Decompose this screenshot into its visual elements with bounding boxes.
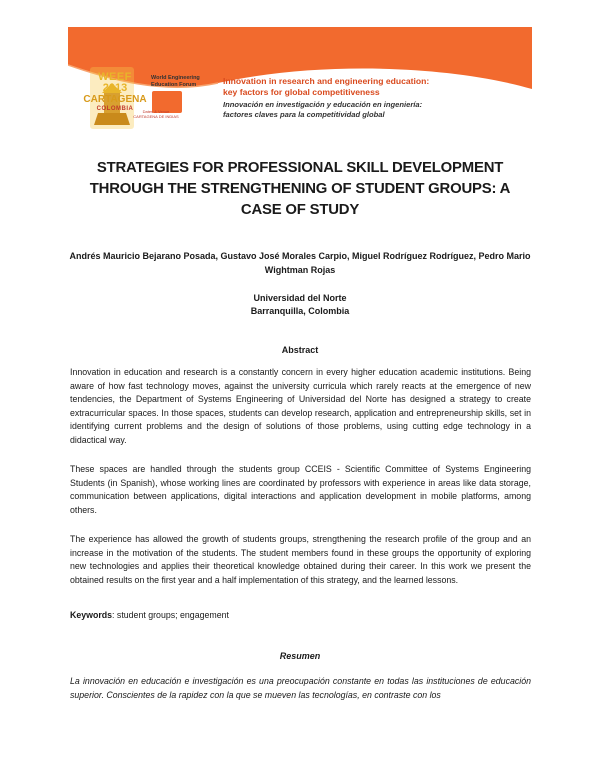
logo-country-text: COLOMBIA [96,106,134,112]
resumen-paragraph-1: La innovación en educación e investigación es una preocupación constante en todas las instituciones de educación superior. Conscientes de la rapidez con la que se mueven las tecnologías, en contraste con los [70,676,531,700]
logo-year-text: 2013 [102,82,128,94]
logo-forum-line1: World Engineering [151,75,200,81]
tagline-es-line2: factores claves para la competitividad global [223,110,385,119]
keywords-value: : student groups; engagement [112,610,229,620]
logo-city-text: CARTAGENA [83,94,147,105]
paper-title: STRATEGIES FOR PROFESSIONAL SKILL DEVELOPMENT THROUGH THE STRENGTHENING OF STUDENT GROUPS: A CASE OF STUDY [89,159,511,218]
tagline-es-line1: Innovación en investigación y educación en ingeniería: [223,100,423,109]
abstract-heading: Abstract [281,345,319,355]
logo-sub-line1: Dates & Venue [142,109,170,114]
tagline-spanish [223,100,483,120]
tagline-en-line1: Innovation in research and engineering education: [223,76,430,86]
abstract-paragraph-2: These spaces are handled through the students group CCEIS - Scientific Committee of Systems Engineering Students (in Spanish), whose working lines are coordinated by professors with experience in areas like data storage, communication between applications, digital interactions and application development in mobile platforms, among others. [70,464,531,515]
tagline-en-line2: key factors for global competitiveness [223,87,380,97]
logo-sub-line2: CARTAGENA DE INDIAS [133,113,179,119]
logo-forum-name [151,75,211,89]
logo-forum-line2: Education Forum [151,81,197,88]
resumen-heading: Resumen [279,651,321,661]
abstract-paragraph-1: Innovation in education and research is a constantly concern in every higher education academic institutions. Being aware of how fast technology moves, against the university curricula which rarely reacts at the emergence of new tendencies, the Department of Systems Engineering of Universidad del Norte has designed a strategy to create extracurricular spaces. In those spaces, students can develop research, application and entrepreneurship skills, set in identifying current problems and the design of solutions of those problems, using cutting edge technology in a didactical way. [70,367,531,445]
weef-logo [80,72,150,112]
paper-affiliation [100,292,500,318]
logo-subtitle [121,110,191,120]
keywords-line [70,610,531,620]
logo-weef-text: WEEF [98,71,132,83]
paper-authors: Andrés Mauricio Bejarano Posada, Gustavo José Morales Carpio, Miguel Rodríguez Rodríguez, Pedro Mario Wightman Rojas [69,251,531,275]
keywords-label: Keywords [70,610,113,620]
tagline-english [223,76,483,98]
affiliation-city: Barranquilla, Colombia [250,306,350,316]
abstract-paragraph-3: The experience has allowed the growth of students groups, strengthening the research profile of the group and an increase in the motivation of the students. The student members found in these groups the opportunity of exploring new technologies and applies their theoretical knowledge obtained during their career. In this work we present the obtained results on the first year and a half implementation of this strategy, and the learned lessons. [70,534,531,585]
affiliation-university: Universidad del Norte [253,293,347,303]
